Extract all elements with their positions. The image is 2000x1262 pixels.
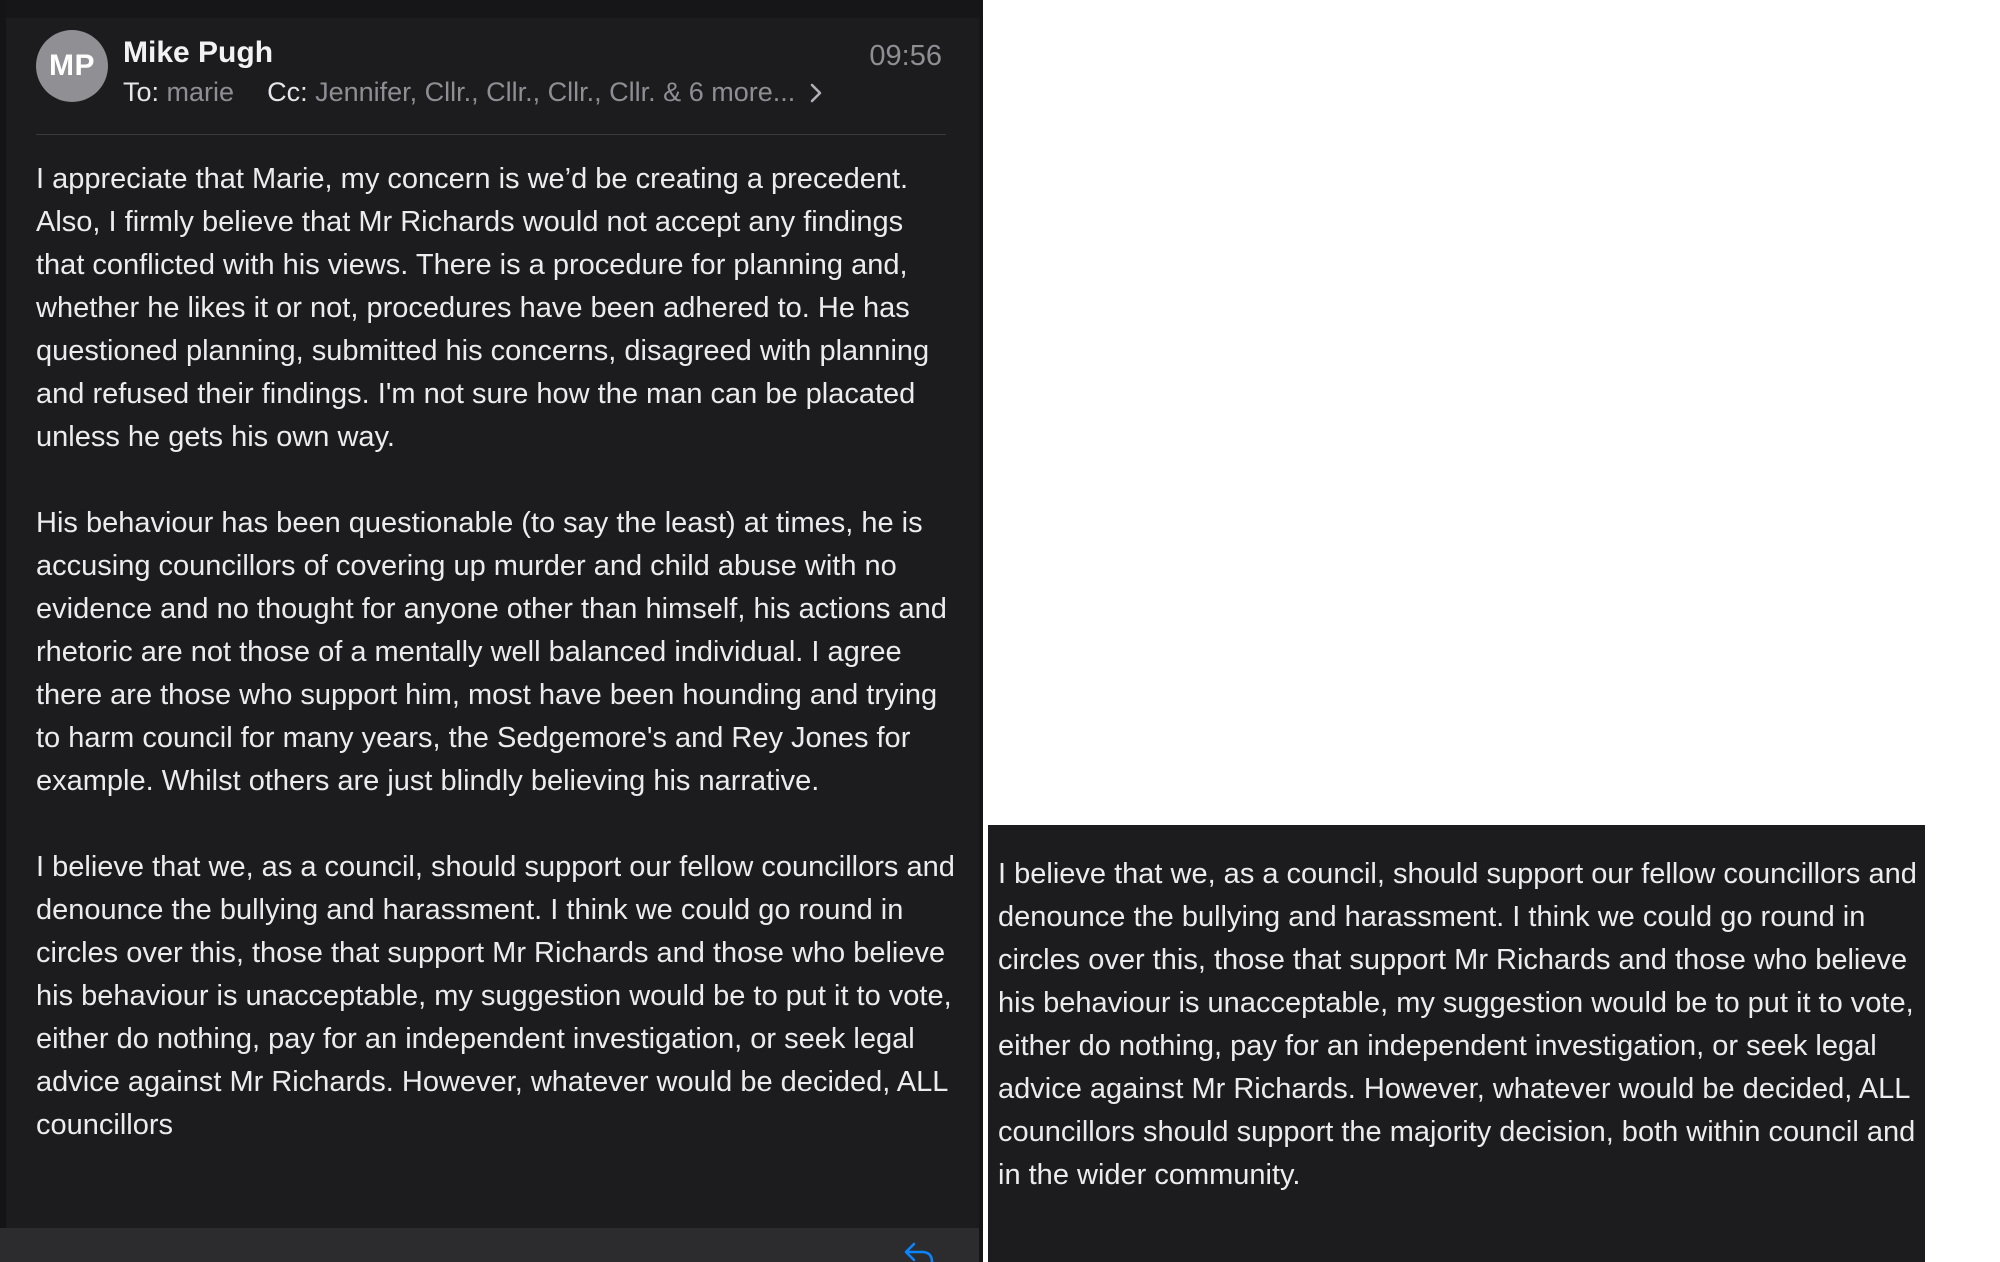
recipients-line[interactable] (123, 76, 823, 108)
header-divider (36, 134, 946, 135)
reply-icon[interactable] (902, 1240, 936, 1262)
continuation-paragraph: I believe that we, as a council, should support our fellow councillors and denounce the bullying and harassment. I think we could go round in circles over this, those that support Mr Richards and those who believe his behaviour is unacceptable, my suggestion would be to put it to vote, either do nothing, pay for an independent investigation, or seek legal advice against Mr Richards. However, whatever would be decided, ALL councillors should support the majority decision, both within council and in the wider community. (998, 858, 1917, 1191)
cc-label: Cc: (267, 77, 308, 107)
sent-time: 09:56 (869, 40, 942, 72)
body-paragraph-1: I appreciate that Marie, my concern is we’d be creating a precedent. Also, I firmly believe that Mr Richards would not accept any findings that conflicted with his views. There is a procedure for planning and, whether he likes it or not, procedures have been adhered to. He has questioned planning, submitted his concerns, disagreed with planning and refused their findings. I'm not sure how the man can be placated unless he gets his own way. (36, 163, 930, 453)
to-recipient: marie (166, 77, 235, 107)
body-paragraph-2: His behaviour has been questionable (to say the least) at times, he is accusing councillors of covering up murder and child abuse with no evidence and no thought for anyone other than himself, his actions and rhetoric are not those of a mentally well balanced individual. I agree there are those who support him, most have been hounding and trying to harm council for many years, the Sedgemore's and Rey Jones for example. Whilst others are just blindly believing his narrative. (36, 507, 947, 797)
continuation-crop (988, 825, 1925, 1262)
panel-edge (0, 0, 6, 1262)
bottom-toolbar (0, 1228, 983, 1262)
to-label: To: (123, 77, 160, 107)
email-header (36, 30, 946, 130)
chevron-right-icon[interactable] (809, 76, 823, 108)
top-bar (0, 0, 983, 18)
email-body (36, 158, 956, 1190)
sender-name[interactable]: Mike Pugh (123, 36, 274, 69)
avatar[interactable]: MP (36, 30, 108, 102)
email-view (0, 0, 983, 1262)
continuation-body (998, 853, 1918, 1197)
body-paragraph-3: I believe that we, as a council, should support our fellow councillors and denounce the bullying and harassment. I think we could go round in circles over this, those that support Mr Richards and those who believe his behaviour is unacceptable, my suggestion would be to put it to vote, either do nothing, pay for an independent investigation, or seek legal advice against Mr Richards. However, whatever would be decided, ALL councillors (36, 851, 955, 1141)
cc-recipients: Jennifer, Cllr., Cllr., Cllr., Cllr. & 6 more... (315, 77, 796, 107)
panel-edge-right (979, 0, 983, 1262)
